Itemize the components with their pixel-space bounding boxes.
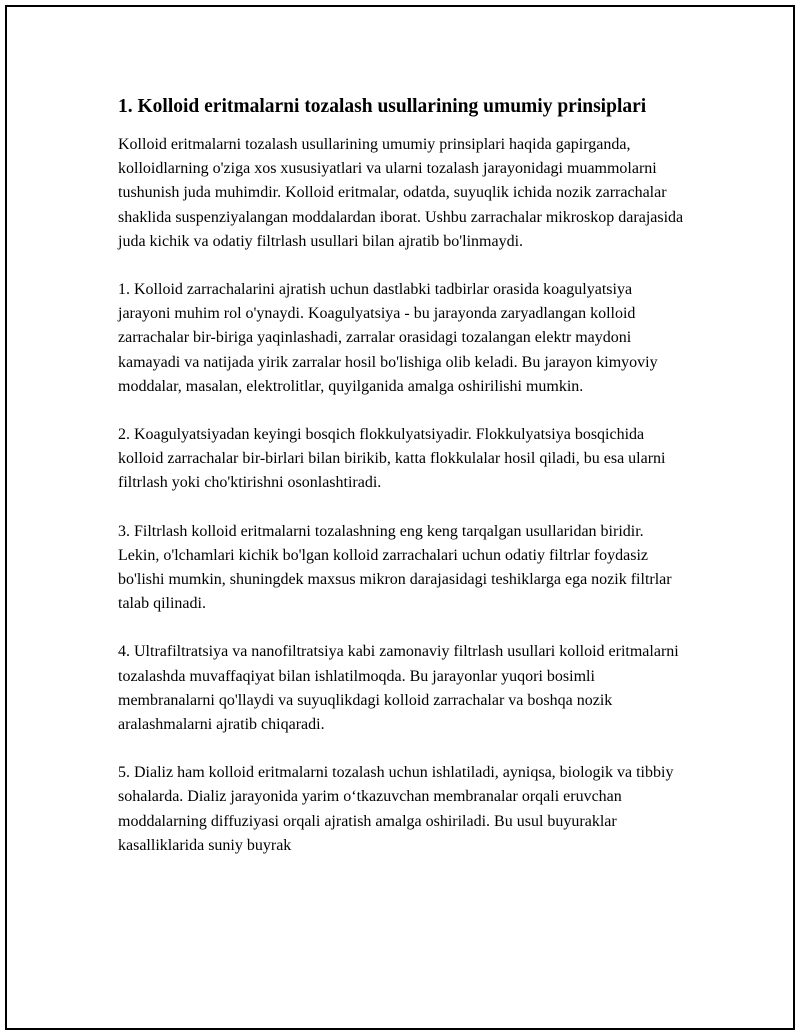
paragraph-dialysis: 5. Dializ ham kolloid eritmalarni tozalash uchun ishlatiladi, ayniqsa, biologik va tibbiy sohalarda. Dializ jarayonida yarim o‘tkazuvchan membranalar orqali eruvchan moddalarning diffuziyasi orqali ajratish amalga oshiriladi. Bu usul buyuraklar kasalliklarida suniy buyrak bbox=[118, 764, 674, 854]
paragraph-filtration: 3. Filtrlash kolloid eritmalarni tozalashning eng keng tarqalgan usullaridan biridir. Lekin, o'lchamlari kichik bo'lgan kolloid zarrachalari uchun odatiy filtrlar foydasiz bo'lishi mumkin, shuningdek maxsus mikron darajasidagi teshiklarga ega nozik filtrlar talab qilinadi. bbox=[118, 522, 672, 613]
paragraph-flocculation: 2. Koagulyatsiyadan keyingi bosqich flokkulyatsiyadir. Flokkulyatsiya bosqichida kolloid zarrachalar bir-birlari bilan birikib, katta flokkulalar hosil qiladi, bu esa ularni filtrlash yoki cho'ktirishni osonlashtiradi. bbox=[118, 426, 666, 492]
paragraph-coagulation: 1. Kolloid zarrachalarini ajratish uchun dastlabki tadbirlar orasida koagulyatsiya jarayoni muhim rol o'ynaydi. Koagulyatsiya - bu jarayonda zaryadlangan kolloid zarrachalar bir-biriga yaqinlashadi, zarralar orasidagi tozalangan elektr maydoni kamayadi va natijada yirik zarralar hosil bo'lishiga olib keladi. Bu jarayon kimyoviy moddalar, masalan, elektrolitlar, quyilganida amalga oshirilishi mumkin. bbox=[118, 281, 658, 395]
paragraph-intro: Kolloid eritmalarni tozalash usullarining umumiy prinsiplari haqida gapirganda, kolloidlarning o'ziga xos xususiyatlari va ularni tozalash jarayonidagi muammolarni tushunish juda muhimdir. Kolloid eritmalar, odatda, suyuqlik ichida nozik zarrachalar shaklida suspenziyalangan moddalardan iborat. Ushbu zarrachalar mikroskop darajasida juda kichik va odatiy filtrlash usullari bilan ajratib bo'linmaydi. bbox=[118, 136, 684, 250]
document-body bbox=[118, 94, 684, 882]
section-heading: 1. Kolloid eritmalarni tozalash usullarining umumiy prinsiplari bbox=[118, 96, 647, 117]
paragraph-ultrafiltration: 4. Ultrafiltratsiya va nanofiltratsiya kabi zamonaviy filtrlash usullari kolloid eritmalarni tozalashda muvaffaqiyat bilan ishlatilmoqda. Bu jarayonlar yuqori bosimli membranalarni qo'llaydi va suyuqlikdagi kolloid zarrachalar va boshqa nozik aralashmalarni ajratib chiqaradi. bbox=[118, 643, 679, 734]
